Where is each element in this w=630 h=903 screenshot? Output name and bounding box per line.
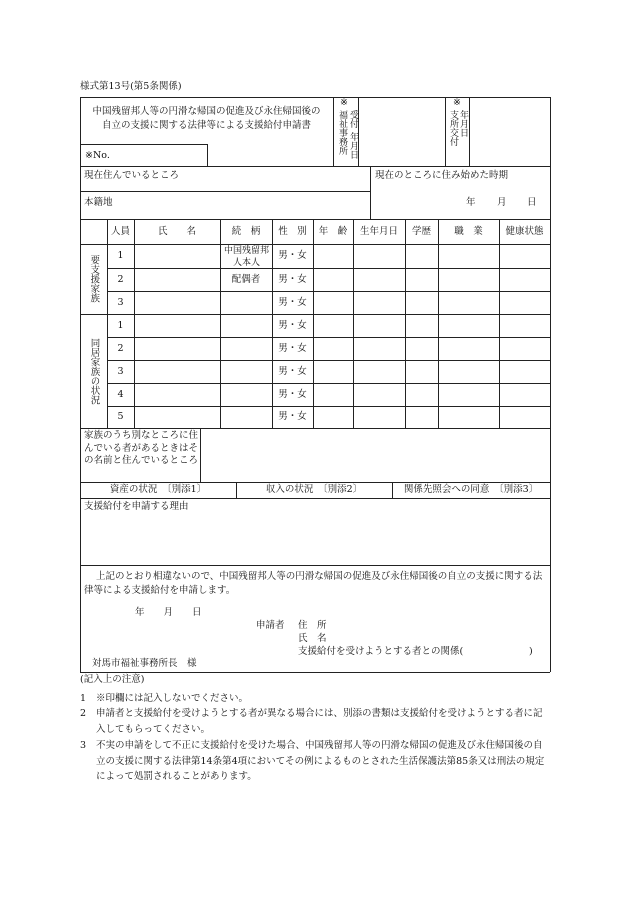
notes-title: (記入上の注意) <box>80 674 145 685</box>
header-count: 人員 <box>110 226 130 237</box>
note-1: 1 ※印欄には記入しないでください。 <box>80 693 249 704</box>
relation-principal: 中国残留邦人本人 <box>223 246 269 268</box>
current-address-label: 現在住んでいるところ <box>84 170 180 181</box>
row-number: 1 <box>117 320 124 331</box>
form-title-line2: 自立の支援に関する法律等による支援給付申請書 <box>101 120 311 131</box>
income-label: 収入の状況 〔別添2〕 <box>265 484 363 495</box>
sex-select[interactable]: 男・女 <box>278 343 307 354</box>
decision-mark: ※ <box>453 97 461 108</box>
header-education: 学歴 <box>411 226 431 237</box>
cohabiting-family-label: 同居家族の状況 <box>88 337 100 405</box>
applicant-address-label: 住 所 <box>298 620 327 631</box>
row-number: 1 <box>117 250 124 261</box>
header-health: 健康状態 <box>505 226 544 237</box>
received-mark: ※ <box>340 97 348 108</box>
row-number: 4 <box>117 389 124 400</box>
application-number-label: ※No. <box>85 150 110 161</box>
header-name: 氏 名 <box>157 226 196 237</box>
applicant-name-label: 氏 名 <box>298 633 327 644</box>
supported-family-label: 要支援家族 <box>88 255 100 303</box>
relation-spouse: 配偶者 <box>231 274 261 285</box>
note-2: 2 申請者と支援給付を受けようとする者が異なる場合には、別添の書類は支援給付を受けようとする者に記入してもらってください。 <box>80 708 543 735</box>
applicant-label: 申請者 <box>256 620 285 631</box>
form-number: 様式第13号(第5条関係) <box>80 81 182 92</box>
relationship-close: ) <box>529 646 533 657</box>
received-date-label: 受付 年月日 福祉事務所 <box>337 110 358 159</box>
separate-family-label: 家族のうち別なところに住んでいる者があるときはその名前と住んでいるところ <box>84 430 199 466</box>
assets-label: 資産の状況 〔別添1〕 <box>109 484 207 495</box>
sex-select[interactable]: 男・女 <box>278 320 307 331</box>
since-year: 年 <box>466 197 476 208</box>
residence-since-label: 現在のところに住み始めた時期 <box>375 170 509 181</box>
domicile-label: 本籍地 <box>84 197 113 208</box>
sex-select[interactable]: 男・女 <box>278 297 307 308</box>
sex-select[interactable]: 男・女 <box>278 411 307 422</box>
row-number: 3 <box>117 297 124 308</box>
relationship-label: 支援給付を受けようとする者との関係( <box>298 646 464 657</box>
addressee: 対馬市福祉事務所長 様 <box>92 658 197 669</box>
application-date: 年 月 日 <box>135 607 202 618</box>
header-relation: 続 柄 <box>231 226 261 237</box>
row-number: 3 <box>117 366 124 377</box>
header-age: 年 齢 <box>318 226 348 237</box>
row-number: 5 <box>117 411 124 422</box>
header-sex: 性 別 <box>278 226 307 237</box>
sex-select[interactable]: 男・女 <box>278 274 307 285</box>
declaration-text: 上記のとおり相違ないので、中国残留邦人等の円滑な帰国の促進及び永住帰国後の自立の支援に関する法律等による支援給付を申請します。 <box>84 571 543 596</box>
decision-date-label: 年月日 支所交付 <box>448 110 468 146</box>
sex-select[interactable]: 男・女 <box>278 250 307 261</box>
note-3: 3 不実の申請をして不正に支援給付を受けた場合、中国残留邦人等の円滑な帰国の促進及び永住帰国後の自立の支援に関する法律第14条第4項においてその例によるものとされた生活保護法第85条又は刑法の規定によって処罰されることがあります。 <box>80 740 545 782</box>
since-day: 日 <box>527 197 537 208</box>
since-month: 月 <box>497 197 507 208</box>
reason-label: 支援給付を申請する理由 <box>84 501 189 512</box>
form-title-line1: 中国残留邦人等の円滑な帰国の促進及び永住帰国後の <box>92 106 321 117</box>
consent-label: 関係先照会への同意 〔別添3〕 <box>403 484 539 495</box>
header-birthdate: 生年月日 <box>359 226 398 237</box>
header-occupation: 職 業 <box>454 226 483 237</box>
row-number: 2 <box>117 274 124 285</box>
sex-select[interactable]: 男・女 <box>278 389 307 400</box>
row-number: 2 <box>117 343 124 354</box>
sex-select[interactable]: 男・女 <box>278 366 307 377</box>
